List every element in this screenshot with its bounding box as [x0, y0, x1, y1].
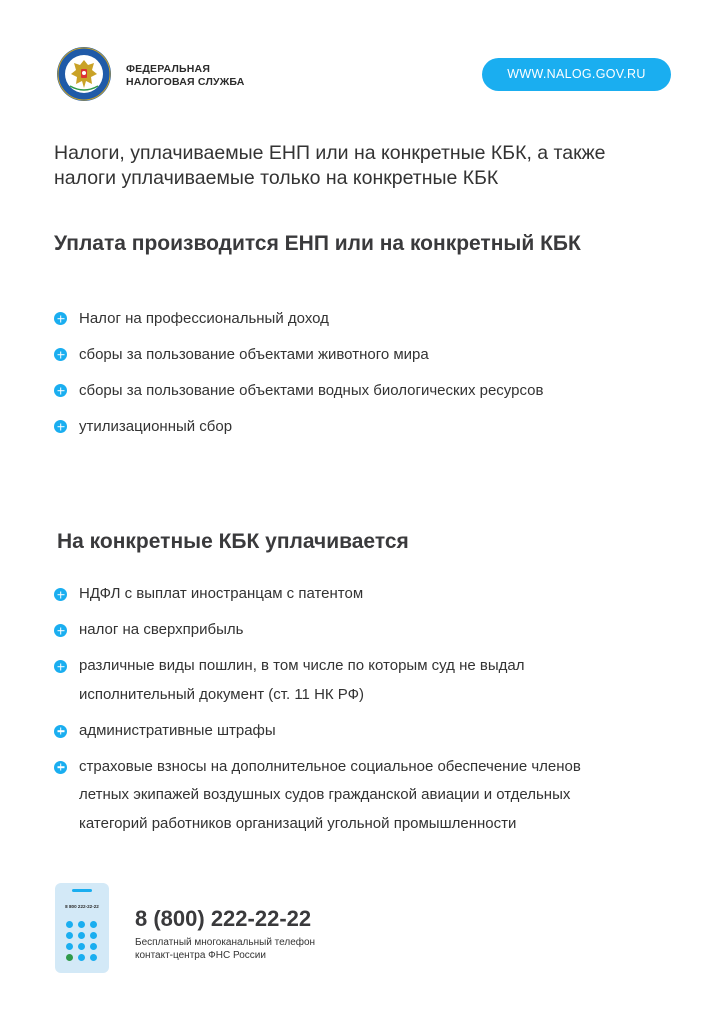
- plus-bullet-icon: [54, 761, 67, 774]
- hotline-desc-line2: контакт-центра ФНС России: [135, 950, 266, 961]
- plus-bullet-icon: [54, 348, 67, 361]
- plus-bullet-icon: [54, 420, 67, 433]
- list-item-text: Налог на профессиональный доход: [79, 310, 329, 327]
- list-item-text: летных экипажей воздушных судов гражданской авиации и отдельных: [79, 786, 571, 803]
- phone-notch: [72, 889, 92, 892]
- subtitle-line1: Налоги, уплачиваемые ЕНП или на конкретные КБК, а также: [54, 142, 606, 164]
- list-item-text: налог на сверхприбыль: [79, 621, 244, 638]
- phone-keypad-icon: [55, 883, 109, 973]
- website-link-button[interactable]: WWW.NALOG.GOV.RU: [482, 58, 671, 91]
- list-item: [54, 381, 543, 417]
- list-item: [54, 717, 581, 746]
- plus-bullet-icon: [54, 312, 67, 325]
- org-name-line1: ФЕДЕРАЛЬНАЯ: [126, 63, 211, 75]
- plus-bullet-icon: [54, 384, 67, 397]
- hotline-description: [135, 936, 315, 962]
- section2-heading: На конкретные КБК уплачивается: [57, 530, 409, 553]
- list-item: [54, 616, 581, 645]
- list-item-text: страховые взносы на дополнительное социальное обеспечение членов: [79, 757, 581, 775]
- page-header: [0, 0, 709, 120]
- hotline-phone-number[interactable]: 8 (800) 222-22-22: [135, 906, 312, 931]
- list-item-text: административные штрафы: [79, 721, 276, 739]
- section2-list: [54, 580, 581, 846]
- plus-bullet-icon: [54, 725, 67, 738]
- list-item-text: сборы за пользование объектами животного мира: [79, 346, 429, 363]
- list-item: [54, 753, 581, 839]
- list-item: [54, 309, 543, 345]
- page-subtitle: [54, 141, 674, 191]
- list-item-text: сборы за пользование объектами водных биологических ресурсов: [79, 382, 544, 399]
- phone-screen-number: 8 800 222-22-22: [65, 904, 99, 909]
- list-item-text: утилизационный сбор: [79, 418, 233, 435]
- plus-bullet-icon: [54, 660, 67, 673]
- plus-bullet-icon: [54, 588, 67, 601]
- subtitle-line2: налоги уплачиваемые только на конкретные КБК: [54, 167, 499, 189]
- hotline-desc-line1: Бесплатный многоканальный телефон: [135, 937, 316, 948]
- list-item: [54, 417, 543, 453]
- list-item-text: НДФЛ с выплат иностранцам с патентом: [79, 585, 364, 602]
- list-item: [54, 345, 543, 381]
- section1-list: [54, 309, 543, 453]
- list-item: [54, 652, 581, 709]
- list-item: [54, 580, 581, 609]
- org-name: [126, 63, 245, 89]
- section1-heading: Уплата производится ЕНП или на конкретный КБК: [54, 232, 581, 255]
- list-item-text: различные виды пошлин, в том числе по которым суд не выдал: [79, 657, 525, 674]
- plus-bullet-icon: [54, 624, 67, 637]
- org-name-line2: НАЛОГОВАЯ СЛУЖБА: [126, 76, 245, 88]
- list-item-text: исполнительный документ (ст. 11 НК РФ): [79, 685, 365, 703]
- list-item-text: категорий работников организаций угольной промышленности: [79, 814, 517, 832]
- fns-emblem-icon: [56, 46, 112, 102]
